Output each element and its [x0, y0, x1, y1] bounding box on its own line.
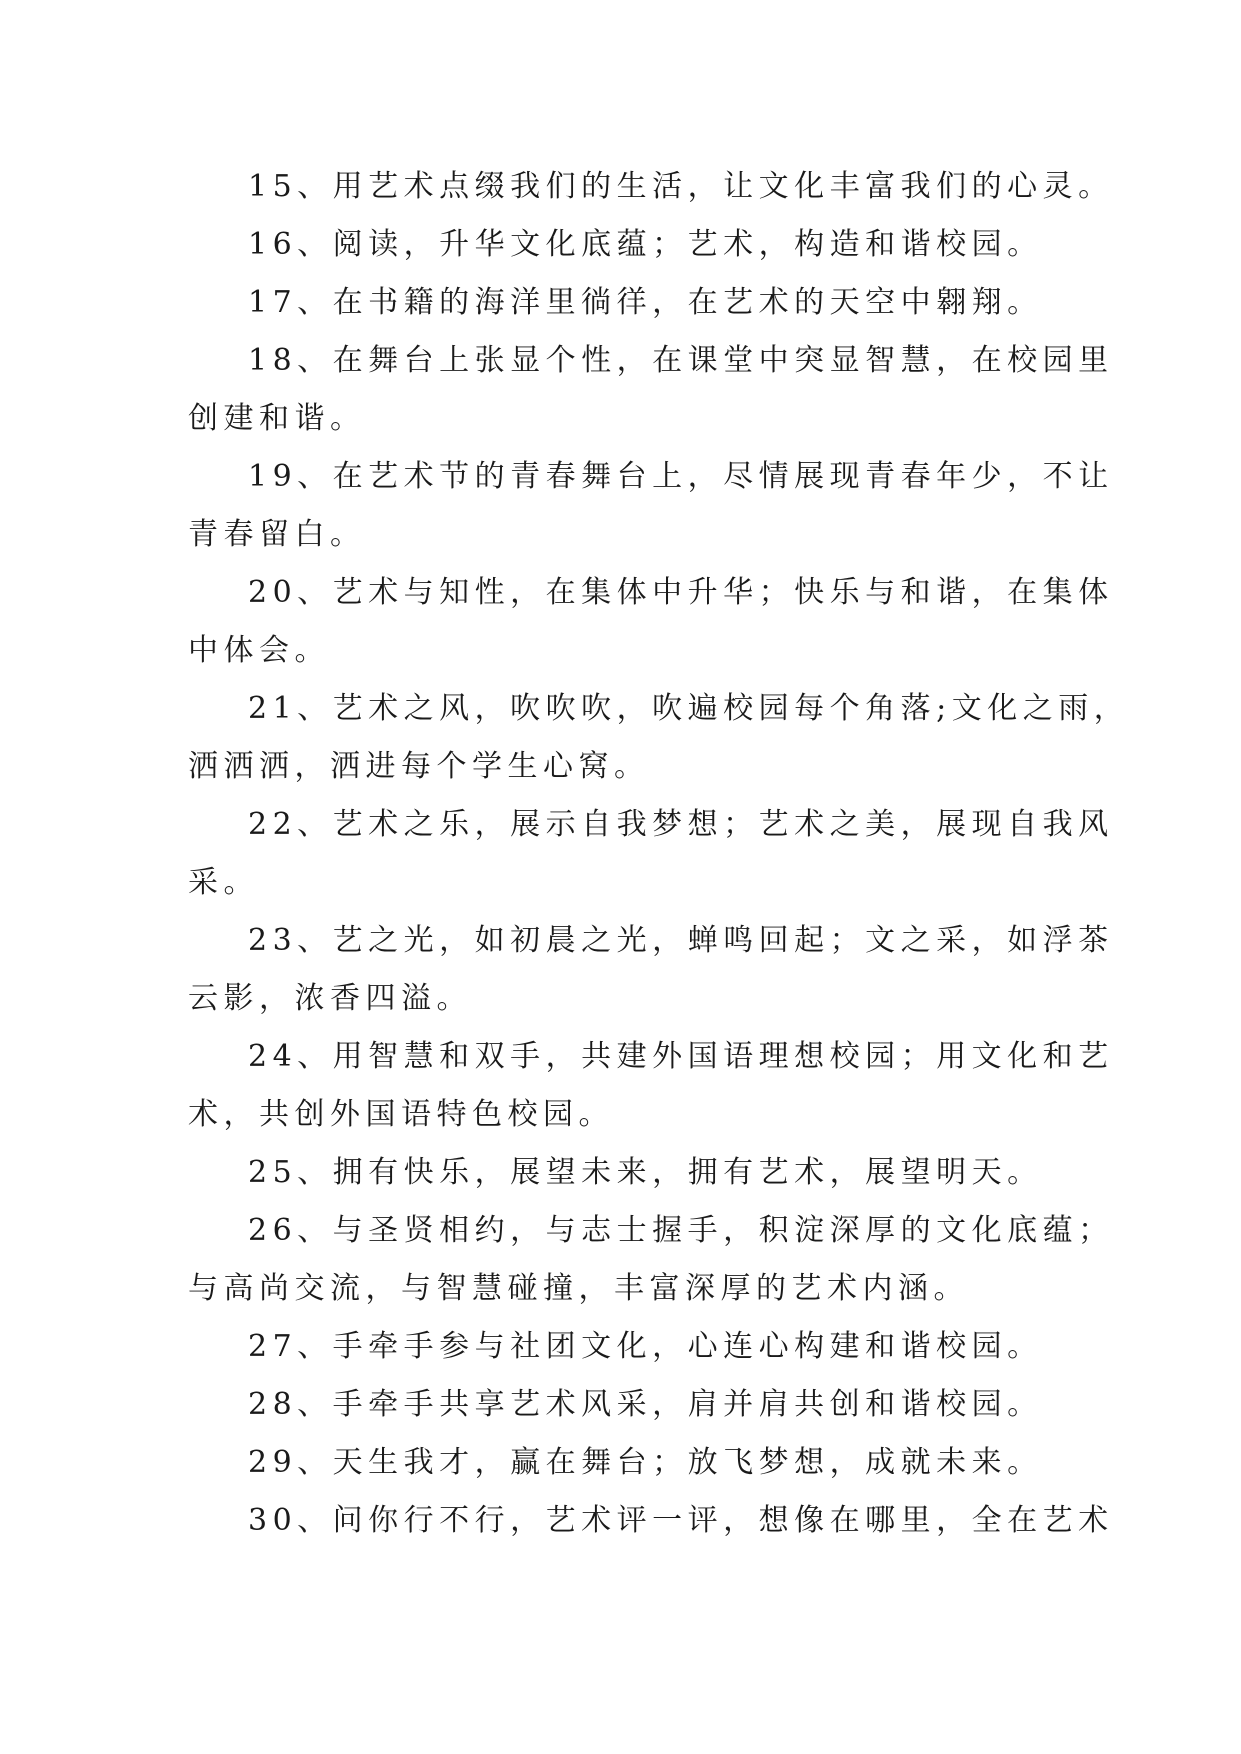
paragraph-start-line: 18、在舞台上张显个性，在课堂中突显智慧，在校园里 [248, 343, 1114, 378]
paragraph-continuation-line: 术，共创外国语特色校园。 [188, 1097, 614, 1132]
paragraph-continuation-line: 采。 [188, 865, 259, 900]
paragraph-start-line: 21、艺术之风，吹吹吹，吹遍校园每个角落;文化之雨， [248, 691, 1130, 726]
paragraph-start-line: 20、艺术与知性，在集体中升华；快乐与和谐，在集体 [248, 575, 1114, 610]
paragraph-start-line: 22、艺术之乐，展示自我梦想；艺术之美，展现自我风 [248, 807, 1114, 842]
paragraph-start-line: 26、与圣贤相约，与志士握手，积淀深厚的文化底蕴； [248, 1213, 1114, 1248]
paragraph-continuation-line: 云影，浓香四溢。 [188, 981, 472, 1016]
paragraph-start-line: 30、问你行不行，艺术评一评，想像在哪里，全在艺术 [248, 1503, 1114, 1538]
paragraph-start-line: 24、用智慧和双手，共建外国语理想校园；用文化和艺 [248, 1039, 1114, 1074]
paragraph-start-line: 28、手牵手共享艺术风采，肩并肩共创和谐校园。 [248, 1387, 1043, 1422]
paragraph-continuation-line: 中体会。 [188, 633, 330, 668]
paragraph-continuation-line: 创建和谐。 [188, 401, 366, 436]
paragraph-start-line: 25、拥有快乐，展望未来，拥有艺术，展望明天。 [248, 1155, 1043, 1190]
paragraph-start-line: 17、在书籍的海洋里徜徉，在艺术的天空中翱翔。 [248, 285, 1043, 320]
paragraph-continuation-line: 与高尚交流，与智慧碰撞，丰富深厚的艺术内涵。 [188, 1271, 969, 1306]
paragraph-continuation-line: 青春留白。 [188, 517, 366, 552]
paragraph-start-line: 27、手牵手参与社团文化，心连心构建和谐校园。 [248, 1329, 1043, 1364]
paragraph-start-line: 15、用艺术点缀我们的生活，让文化丰富我们的心灵。 [248, 169, 1114, 204]
paragraph-start-line: 19、在艺术节的青春舞台上，尽情展现青春年少，不让 [248, 459, 1114, 494]
paragraph-start-line: 16、阅读，升华文化底蕴；艺术，构造和谐校园。 [248, 227, 1043, 262]
paragraph-start-line: 29、天生我才，赢在舞台；放飞梦想，成就未来。 [248, 1445, 1043, 1480]
document-body [188, 158, 1130, 1550]
paragraph-continuation-line: 洒洒洒，洒进每个学生心窝。 [188, 749, 650, 784]
paragraph-start-line: 23、艺之光，如初晨之光，蝉鸣回起；文之采，如浮茶 [248, 923, 1114, 958]
